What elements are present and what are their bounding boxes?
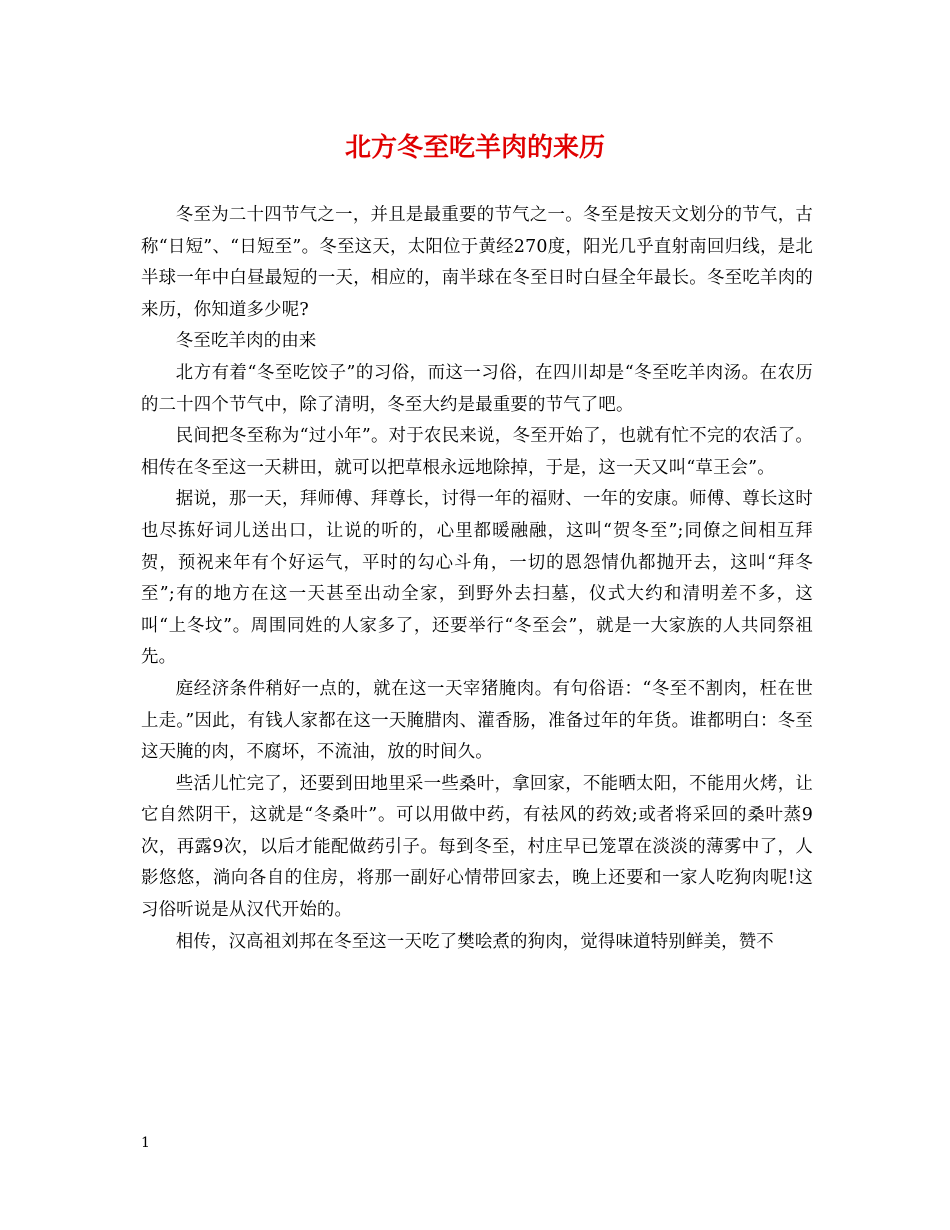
paragraph-mulberry-leaves: 些活儿忙完了，还要到田地里采一些桑叶，拿回家，不能晒太阳，不能用火烤，让它自然阴干，这就是“冬桑叶”。可以用做中药，有祛风的药效;或者将采回的桑叶蒸9次，再露9次，以后才能配做药引子。每到冬至，村庄早已笼罩在淡淡的薄雾中了，人影悠悠，淌向各自的住房，将那一副好心情带回家去，晚上还要和一家人吃狗肉呢!这习俗听说是从汉代开始的。 (141, 773, 813, 921)
section-heading: 冬至吃羊肉的由来 (175, 331, 317, 352)
paragraph-north-custom: 北方有着“冬至吃饺子”的习俗，而这一习俗，在四川却是“冬至吃羊肉汤。在农历的二十四个节气中，除了清明，冬至大约是最重要的节气了吧。 (141, 362, 813, 415)
paragraph-intro: 冬至为二十四节气之一，并且是最重要的节气之一。冬至是按天文划分的节气，古称“日短”、“日短至”。冬至这天，太阳位于黄经270度，阳光几乎直射南回归线，是北半球一年中白昼最短的一天，相应的，南半球在冬至日时白昼全年最长。冬至吃羊肉的来历，你知道多少呢? (141, 205, 813, 320)
document-body (141, 200, 813, 958)
paragraph-legend: 相传，汉高祖刘邦在冬至这一天吃了樊哙煮的狗肉，觉得味道特别鲜美，赞不 (175, 931, 774, 952)
paragraph-small-new-year: 民间把冬至称为“过小年”。对于农民来说，冬至开始了，也就有忙不完的农活了。相传在冬至这一天耕田，就可以把草根永远地除掉，于是，这一天又叫“草王会”。 (141, 426, 813, 478)
page-number: 1 (141, 1135, 150, 1151)
paragraph-curing-meat: 庭经济条件稍好一点的，就在这一天宰猪腌肉。有句俗语：“冬至不割肉，枉在世上走。”因此，有钱人家都在这一天腌腊肉、灌香肠，准备过年的年货。谁都明白：冬至这天腌的肉，不腐坏，不流油，放的时间久。 (141, 678, 813, 763)
document-title: 北方冬至吃羊肉的来历 (344, 133, 605, 163)
paragraph-greetings: 据说，那一天，拜师傅、拜尊长，讨得一年的福财、一年的安康。师傅、尊长这时也尽拣好词儿送出口，让说的听的，心里都暖融融，这叫“贺冬至”;同僚之间相互拜贺，预祝来年有个好运气，平时的勾心斗角，一切的恩怨情仇都抛开去，这叫“拜冬至”;有的地方在这一天甚至出动全家，到野外去扫墓，仪式大约和清明差不多，这叫“上冬坟”。周围同姓的人家多了，还要举行“冬至会”，就是一大家族的人共同祭祖先。 (141, 489, 813, 668)
